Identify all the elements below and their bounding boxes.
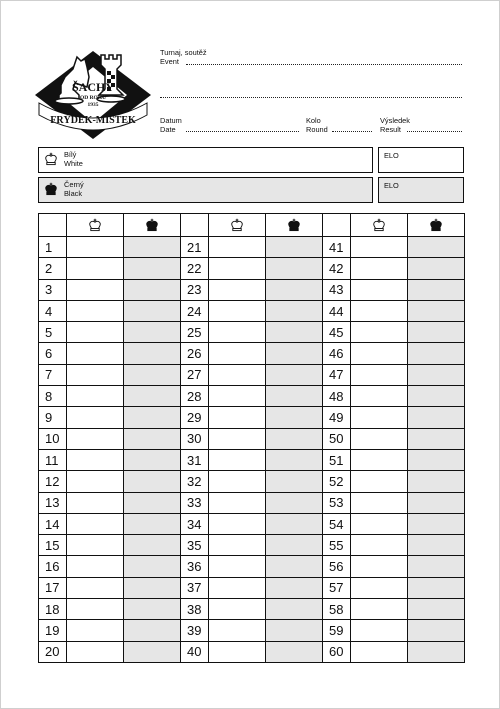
- white-move-cell[interactable]: [67, 364, 124, 385]
- black-move-cell[interactable]: [266, 258, 323, 279]
- white-move-cell[interactable]: [209, 513, 266, 534]
- logo-since: OD ROKU: [79, 95, 107, 101]
- black-move-cell[interactable]: [408, 492, 465, 513]
- white-move-cell[interactable]: [351, 322, 408, 343]
- round-label: [306, 117, 328, 134]
- white-player-field[interactable]: [38, 147, 373, 173]
- table-row: [39, 258, 465, 279]
- move-number: 7: [39, 364, 67, 385]
- white-move-cell[interactable]: [67, 279, 124, 300]
- black-elo-label: ELO: [384, 181, 399, 190]
- black-move-cell[interactable]: [266, 556, 323, 577]
- black-move-cell[interactable]: [124, 258, 181, 279]
- logo-year: 1935: [87, 102, 99, 108]
- move-number: 41: [323, 237, 351, 258]
- move-number: 55: [323, 535, 351, 556]
- move-number: 10: [39, 428, 67, 449]
- white-move-cell[interactable]: [351, 343, 408, 364]
- moves-header-row: [39, 214, 465, 237]
- black-move-cell[interactable]: [266, 300, 323, 321]
- black-move-cell[interactable]: [124, 343, 181, 364]
- black-move-cell[interactable]: [266, 386, 323, 407]
- move-number: 16: [39, 556, 67, 577]
- black-move-cell[interactable]: [408, 449, 465, 470]
- table-row: [39, 556, 465, 577]
- black-move-cell[interactable]: [408, 556, 465, 577]
- black-move-cell[interactable]: [266, 620, 323, 641]
- black-move-cell[interactable]: [408, 343, 465, 364]
- black-move-cell[interactable]: [124, 407, 181, 428]
- black-move-cell[interactable]: [266, 577, 323, 598]
- black-move-cell[interactable]: [408, 279, 465, 300]
- round-field[interactable]: [332, 131, 372, 132]
- white-move-cell[interactable]: [209, 343, 266, 364]
- move-number: 43: [323, 279, 351, 300]
- white-move-cell[interactable]: [209, 300, 266, 321]
- white-move-cell[interactable]: [67, 237, 124, 258]
- move-number: 35: [181, 535, 209, 556]
- move-number: 28: [181, 386, 209, 407]
- black-move-cell[interactable]: [124, 513, 181, 534]
- table-row: [39, 535, 465, 556]
- black-move-cell[interactable]: [124, 300, 181, 321]
- move-number: 56: [323, 556, 351, 577]
- black-move-cell[interactable]: [266, 237, 323, 258]
- move-number: 47: [323, 364, 351, 385]
- black-move-cell[interactable]: [124, 492, 181, 513]
- white-move-cell[interactable]: [67, 428, 124, 449]
- white-move-cell[interactable]: [67, 577, 124, 598]
- move-number: 32: [181, 471, 209, 492]
- black-move-cell[interactable]: [124, 556, 181, 577]
- move-number-header: [323, 214, 351, 237]
- white-move-cell[interactable]: [67, 513, 124, 534]
- move-number: 20: [39, 641, 67, 662]
- table-row: [39, 407, 465, 428]
- white-move-cell[interactable]: [351, 641, 408, 662]
- move-number: 21: [181, 237, 209, 258]
- round-label-en: Round: [306, 124, 328, 134]
- white-move-cell[interactable]: [67, 322, 124, 343]
- white-move-cell[interactable]: [209, 407, 266, 428]
- white-move-cell[interactable]: [67, 599, 124, 620]
- white-move-cell[interactable]: [351, 471, 408, 492]
- black-move-cell[interactable]: [266, 407, 323, 428]
- table-row: [39, 471, 465, 492]
- black-player-field[interactable]: [38, 177, 373, 203]
- black-move-cell[interactable]: [408, 322, 465, 343]
- black-move-cell[interactable]: [124, 535, 181, 556]
- black-king-icon: [429, 218, 443, 232]
- white-elo-field[interactable]: [378, 147, 464, 173]
- white-elo-label: ELO: [384, 151, 399, 160]
- move-number: 15: [39, 535, 67, 556]
- white-move-cell[interactable]: [67, 449, 124, 470]
- move-number: 38: [181, 599, 209, 620]
- black-move-cell[interactable]: [266, 279, 323, 300]
- move-number: 37: [181, 577, 209, 598]
- white-move-cell[interactable]: [67, 535, 124, 556]
- table-row: [39, 300, 465, 321]
- move-number: 51: [323, 449, 351, 470]
- white-move-cell[interactable]: [351, 513, 408, 534]
- white-move-cell[interactable]: [67, 386, 124, 407]
- white-move-cell[interactable]: [351, 237, 408, 258]
- date-label: [160, 117, 182, 134]
- white-move-cell[interactable]: [351, 300, 408, 321]
- black-move-cell[interactable]: [408, 620, 465, 641]
- white-king-icon: [88, 218, 102, 232]
- white-move-cell[interactable]: [67, 620, 124, 641]
- date-label-cz: Datum: [160, 116, 182, 125]
- white-move-cell[interactable]: [209, 258, 266, 279]
- move-number: 9: [39, 407, 67, 428]
- move-number: 42: [323, 258, 351, 279]
- white-move-cell[interactable]: [67, 300, 124, 321]
- white-move-cell[interactable]: [351, 279, 408, 300]
- black-move-cell[interactable]: [266, 428, 323, 449]
- table-row: [39, 428, 465, 449]
- move-number: 3: [39, 279, 67, 300]
- black-move-cell[interactable]: [124, 428, 181, 449]
- move-number: 27: [181, 364, 209, 385]
- move-number: 57: [323, 577, 351, 598]
- white-move-header: [351, 214, 408, 237]
- black-move-header: [266, 214, 323, 237]
- white-move-cell[interactable]: [351, 407, 408, 428]
- white-move-cell[interactable]: [209, 279, 266, 300]
- white-move-cell[interactable]: [209, 386, 266, 407]
- result-label-en: Result: [380, 124, 401, 134]
- black-move-header: [408, 214, 465, 237]
- black-move-cell[interactable]: [124, 641, 181, 662]
- white-move-cell[interactable]: [209, 322, 266, 343]
- move-number: 48: [323, 386, 351, 407]
- result-field[interactable]: [407, 131, 462, 132]
- white-label-en: White: [64, 158, 83, 168]
- move-number: 23: [181, 279, 209, 300]
- white-move-cell[interactable]: [209, 364, 266, 385]
- round-label-cz: Kolo: [306, 116, 321, 125]
- table-row: [39, 449, 465, 470]
- move-number: 13: [39, 492, 67, 513]
- black-move-cell[interactable]: [408, 386, 465, 407]
- move-number: 49: [323, 407, 351, 428]
- move-number: 19: [39, 620, 67, 641]
- move-number: 36: [181, 556, 209, 577]
- black-move-cell[interactable]: [266, 513, 323, 534]
- move-number: 39: [181, 620, 209, 641]
- white-move-cell[interactable]: [209, 449, 266, 470]
- black-move-cell[interactable]: [124, 471, 181, 492]
- black-move-cell[interactable]: [408, 641, 465, 662]
- table-row: [39, 641, 465, 662]
- move-number: 60: [323, 641, 351, 662]
- white-move-cell[interactable]: [209, 471, 266, 492]
- black-label-cz: Černý: [64, 180, 84, 189]
- move-number: 58: [323, 599, 351, 620]
- table-row: [39, 364, 465, 385]
- table-row: [39, 343, 465, 364]
- black-move-cell[interactable]: [408, 258, 465, 279]
- event-label-cz: Turnaj, soutěž: [160, 48, 207, 57]
- move-number: 11: [39, 449, 67, 470]
- table-row: [39, 237, 465, 258]
- table-row: [39, 279, 465, 300]
- table-row: [39, 577, 465, 598]
- white-move-cell[interactable]: [351, 620, 408, 641]
- black-move-cell[interactable]: [124, 279, 181, 300]
- event-label-en: Event: [160, 56, 179, 66]
- move-number: 8: [39, 386, 67, 407]
- white-move-cell[interactable]: [209, 577, 266, 598]
- move-number: 25: [181, 322, 209, 343]
- white-move-cell[interactable]: [67, 258, 124, 279]
- black-move-cell[interactable]: [124, 577, 181, 598]
- white-move-cell[interactable]: [351, 364, 408, 385]
- table-row: [39, 386, 465, 407]
- event-field-line2[interactable]: [160, 97, 462, 98]
- club-logo: [31, 47, 155, 143]
- black-label-en: Black: [64, 188, 83, 198]
- event-field[interactable]: [186, 64, 462, 65]
- white-move-header: [67, 214, 124, 237]
- black-move-cell[interactable]: [408, 577, 465, 598]
- black-move-cell[interactable]: [266, 364, 323, 385]
- black-king-icon: [44, 182, 58, 196]
- move-number: 59: [323, 620, 351, 641]
- result-label-cz: Výsledek: [380, 116, 410, 125]
- white-move-cell[interactable]: [209, 535, 266, 556]
- white-move-cell[interactable]: [209, 237, 266, 258]
- white-move-cell[interactable]: [209, 599, 266, 620]
- table-row: [39, 492, 465, 513]
- white-move-cell[interactable]: [209, 428, 266, 449]
- black-move-cell[interactable]: [266, 599, 323, 620]
- white-move-cell[interactable]: [67, 641, 124, 662]
- logo-banner: FRÝDEK-MÍSTEK: [50, 115, 136, 126]
- move-number: 12: [39, 471, 67, 492]
- white-move-cell[interactable]: [209, 620, 266, 641]
- move-number: 46: [323, 343, 351, 364]
- black-move-cell[interactable]: [124, 620, 181, 641]
- black-move-cell[interactable]: [408, 513, 465, 534]
- move-number: 54: [323, 513, 351, 534]
- table-row: [39, 513, 465, 534]
- black-move-cell[interactable]: [124, 599, 181, 620]
- white-label-cz: Bílý: [64, 150, 77, 159]
- white-king-icon: [230, 218, 244, 232]
- white-move-header: [209, 214, 266, 237]
- table-row: [39, 599, 465, 620]
- move-number: 24: [181, 300, 209, 321]
- white-move-cell[interactable]: [209, 641, 266, 662]
- black-move-cell[interactable]: [408, 364, 465, 385]
- white-move-cell[interactable]: [67, 471, 124, 492]
- white-move-cell[interactable]: [351, 577, 408, 598]
- move-number: 2: [39, 258, 67, 279]
- white-move-cell[interactable]: [209, 556, 266, 577]
- white-king-icon: [44, 152, 58, 166]
- black-king-icon: [287, 218, 301, 232]
- white-move-cell[interactable]: [351, 556, 408, 577]
- black-king-icon: [145, 218, 159, 232]
- move-number: 4: [39, 300, 67, 321]
- white-move-cell[interactable]: [209, 492, 266, 513]
- move-number: 31: [181, 449, 209, 470]
- move-number: 40: [181, 641, 209, 662]
- black-move-cell[interactable]: [266, 471, 323, 492]
- white-move-cell[interactable]: [67, 556, 124, 577]
- black-move-cell[interactable]: [408, 428, 465, 449]
- black-move-cell[interactable]: [266, 343, 323, 364]
- move-number: 53: [323, 492, 351, 513]
- white-move-cell[interactable]: [67, 407, 124, 428]
- date-field[interactable]: [186, 131, 299, 132]
- move-number: 1: [39, 237, 67, 258]
- move-number: 44: [323, 300, 351, 321]
- white-move-cell[interactable]: [351, 386, 408, 407]
- black-move-header: [124, 214, 181, 237]
- move-number-header: [39, 214, 67, 237]
- move-number: 50: [323, 428, 351, 449]
- white-move-cell[interactable]: [351, 492, 408, 513]
- black-move-cell[interactable]: [124, 237, 181, 258]
- move-number: 18: [39, 599, 67, 620]
- white-move-cell[interactable]: [351, 449, 408, 470]
- white-move-cell[interactable]: [67, 343, 124, 364]
- move-number: 6: [39, 343, 67, 364]
- black-move-cell[interactable]: [266, 641, 323, 662]
- black-move-cell[interactable]: [266, 449, 323, 470]
- table-row: [39, 620, 465, 641]
- move-number: 34: [181, 513, 209, 534]
- black-move-cell[interactable]: [124, 449, 181, 470]
- result-label: [380, 117, 410, 134]
- move-number: 5: [39, 322, 67, 343]
- move-number: 30: [181, 428, 209, 449]
- move-number: 45: [323, 322, 351, 343]
- black-move-cell[interactable]: [408, 471, 465, 492]
- white-move-cell[interactable]: [351, 258, 408, 279]
- white-move-cell[interactable]: [351, 535, 408, 556]
- black-move-cell[interactable]: [408, 237, 465, 258]
- logo-title: ŠACHY: [71, 80, 115, 94]
- black-move-cell[interactable]: [408, 599, 465, 620]
- white-move-cell[interactable]: [351, 428, 408, 449]
- black-move-cell[interactable]: [408, 407, 465, 428]
- white-move-cell[interactable]: [351, 599, 408, 620]
- black-move-cell[interactable]: [408, 300, 465, 321]
- move-number: 14: [39, 513, 67, 534]
- black-move-cell[interactable]: [266, 492, 323, 513]
- move-number: 52: [323, 471, 351, 492]
- black-elo-field[interactable]: [378, 177, 464, 203]
- move-number: 33: [181, 492, 209, 513]
- move-number: 26: [181, 343, 209, 364]
- black-move-cell[interactable]: [408, 535, 465, 556]
- move-number: 17: [39, 577, 67, 598]
- black-move-cell[interactable]: [266, 322, 323, 343]
- move-number-header: [181, 214, 209, 237]
- moves-table: [38, 213, 465, 663]
- move-number: 29: [181, 407, 209, 428]
- black-move-cell[interactable]: [266, 535, 323, 556]
- black-move-cell[interactable]: [124, 386, 181, 407]
- white-move-cell[interactable]: [67, 492, 124, 513]
- white-king-icon: [372, 218, 386, 232]
- black-move-cell[interactable]: [124, 364, 181, 385]
- date-label-en: Date: [160, 124, 176, 134]
- move-number: 22: [181, 258, 209, 279]
- black-move-cell[interactable]: [124, 322, 181, 343]
- table-row: [39, 322, 465, 343]
